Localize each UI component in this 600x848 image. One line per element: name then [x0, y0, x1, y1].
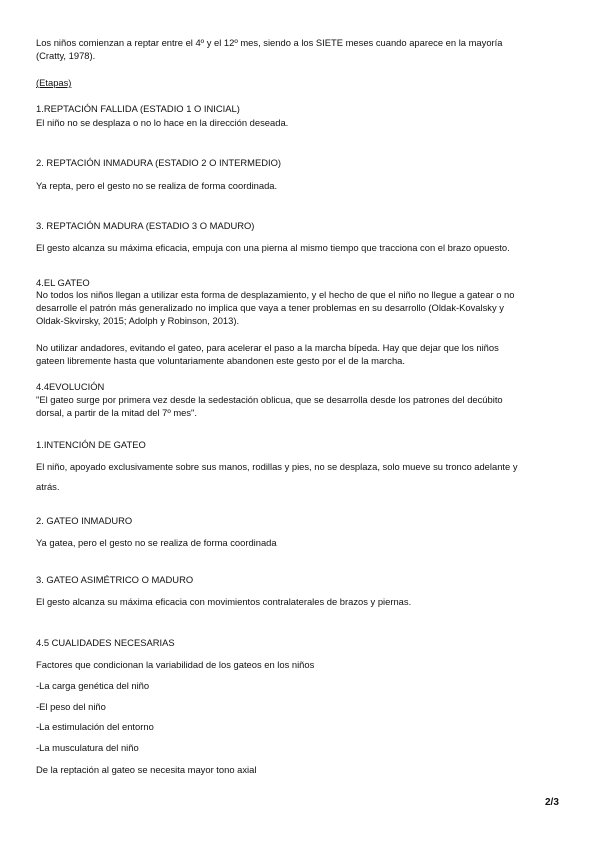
text-line: El niño, apoyado exclusivamente sobre sus manos, rodillas y pies, no se desplaza, solo mueve su tronco adelante y	[36, 461, 518, 472]
text-line: El niño no se desplaza o no lo hace en la dirección deseada.	[36, 117, 289, 128]
text-line: 2. REPTACIÓN INMADURA (ESTADIO 2 O INTERMEDIO)	[36, 157, 281, 168]
text-line: -La estimulación del entorno	[36, 721, 154, 732]
text-line: De la reptación al gateo se necesita mayor tono axial	[36, 764, 257, 775]
text-line: El gesto alcanza su máxima eficacia, empuja con una pierna al mismo tiempo que tracciona con el brazo opuesto.	[36, 242, 510, 253]
text-line: (Etapas)	[36, 77, 72, 88]
text-line: gateen libremente hasta que voluntariamente abandonen este gesto por el de la marcha.	[36, 355, 405, 366]
text-line: 3. REPTACIÓN MADURA (ESTADIO 3 O MADURO)	[36, 220, 255, 231]
text-line: 2. GATEO INMADURO	[36, 515, 133, 526]
text-line: Oldak-Skvirsky, 2015; Adolph y Robinson, 2013).	[36, 315, 240, 326]
text-line: Factores que condicionan la variabilidad de los gateos en los niños	[36, 659, 315, 670]
text-line: -La musculatura del niño	[36, 742, 139, 753]
text-line: 3. GATEO ASIMÉTRICO O MADURO	[36, 574, 194, 585]
text-line: Ya gatea, pero el gesto no se realiza de forma coordinada	[36, 537, 277, 548]
text-line: 1.REPTACIÓN FALLIDA (ESTADIO 1 O INICIAL)	[36, 103, 240, 114]
text-line: 1.INTENCIÓN DE GATEO	[36, 439, 146, 450]
text-line: desarrolle el patrón más generalizado no implica que vaya a tener problemas en su desarrollo (Oldak-Kovalsky y	[36, 302, 504, 313]
text-line: El gesto alcanza su máxima eficacia con movimientos contralaterales de brazos y piernas.	[36, 596, 412, 607]
text-line: Ya repta, pero el gesto no se realiza de forma coordinada.	[36, 180, 278, 191]
text-line: -La carga genética del niño	[36, 680, 150, 691]
text-line: Los niños comienzan a reptar entre el 4º y el 12º mes, siendo a los SIETE meses cuando aparece en la mayoría	[36, 37, 503, 48]
text-line: 4.5 CUALIDADES NECESARIAS	[36, 637, 175, 648]
text-line: atrás.	[36, 481, 60, 492]
page-number: 2/3	[545, 797, 559, 808]
text-line: "El gateo surge por primera vez desde la sedestación oblicua, que se desarrolla desde los patrones del decúbito	[36, 394, 503, 405]
text-line: -El peso del niño	[36, 701, 106, 712]
text-line: No todos los niños llegan a utilizar esta forma de desplazamiento, y el hecho de que el niño no llegue a gatear o no	[36, 289, 515, 300]
text-line: 4.EL GATEO	[36, 277, 90, 288]
text-line: (Cratty, 1978).	[36, 50, 96, 61]
text-line: dorsal, a partir de la mitad del 7º mes".	[36, 407, 197, 418]
text-line: No utilizar andadores, evitando el gateo, para acelerar el paso a la marcha bípeda. Hay que dejar que los niños	[36, 342, 499, 353]
text-line: 4.4EVOLUCIÓN	[36, 381, 105, 392]
